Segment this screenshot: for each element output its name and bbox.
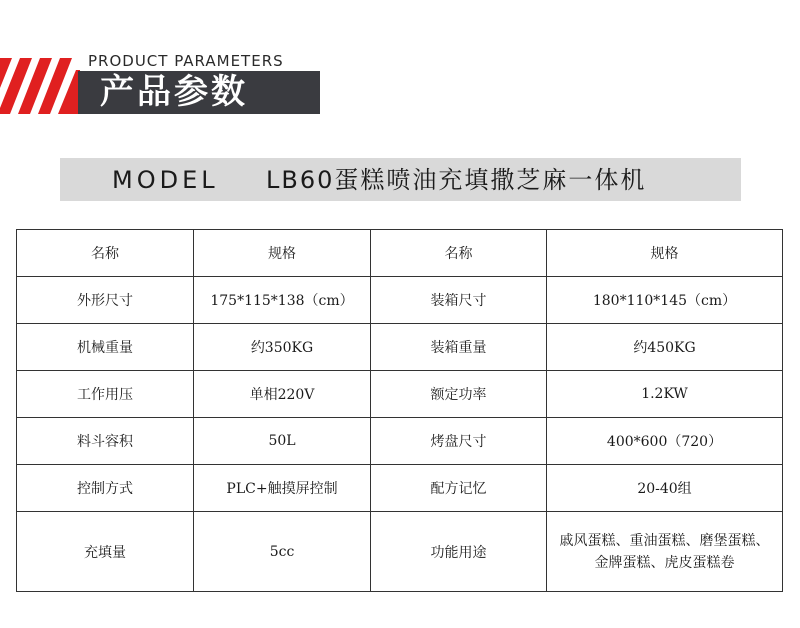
red-stripes-decoration <box>0 58 80 114</box>
param-value: 5cc <box>194 512 371 592</box>
param-value: 20-40组 <box>547 465 783 512</box>
table-header-row <box>17 230 783 277</box>
param-value: 1.2KW <box>547 371 783 418</box>
param-name: 配方记忆 <box>371 465 547 512</box>
param-value: PLC+触摸屏控制 <box>194 465 371 512</box>
param-value-multiline <box>547 512 783 592</box>
table-header-cell: 名称 <box>371 230 547 277</box>
table-row <box>17 512 783 592</box>
param-name: 料斗容积 <box>17 418 194 465</box>
parameters-table <box>16 229 783 592</box>
table-header-cell: 规格 <box>547 230 783 277</box>
table-row <box>17 371 783 418</box>
param-value-line: 金牌蛋糕、虎皮蛋糕卷 <box>594 554 735 571</box>
param-name: 烤盘尺寸 <box>371 418 547 465</box>
param-value: 约350KG <box>194 324 371 371</box>
param-value: 175*115*138（cm） <box>194 277 371 324</box>
param-name: 控制方式 <box>17 465 194 512</box>
page-title: 产品参数 <box>100 72 248 112</box>
model-name: LB60蛋糕喷油充填撒芝麻一体机 <box>266 166 647 194</box>
param-value: 180*110*145（cm） <box>547 277 783 324</box>
param-value: 400*600（720） <box>547 418 783 465</box>
param-name: 额定功率 <box>371 371 547 418</box>
param-value: 单相220V <box>194 371 371 418</box>
table-header-cell: 规格 <box>194 230 371 277</box>
param-value-line: 戚风蛋糕、重油蛋糕、磨堡蛋糕、 <box>559 532 770 549</box>
param-name: 工作用压 <box>17 371 194 418</box>
table-row <box>17 418 783 465</box>
param-value: 50L <box>194 418 371 465</box>
param-name: 机械重量 <box>17 324 194 371</box>
table-row <box>17 465 783 512</box>
table-row <box>17 324 783 371</box>
model-label: MODEL <box>112 166 219 194</box>
param-name: 功能用途 <box>371 512 547 592</box>
param-name: 装箱重量 <box>371 324 547 371</box>
table-row <box>17 277 783 324</box>
param-name: 外形尺寸 <box>17 277 194 324</box>
param-name: 装箱尺寸 <box>371 277 547 324</box>
header-subtitle: PRODUCT PARAMETERS <box>88 52 284 70</box>
table-header-cell: 名称 <box>17 230 194 277</box>
param-name: 充填量 <box>17 512 194 592</box>
param-value: 约450KG <box>547 324 783 371</box>
